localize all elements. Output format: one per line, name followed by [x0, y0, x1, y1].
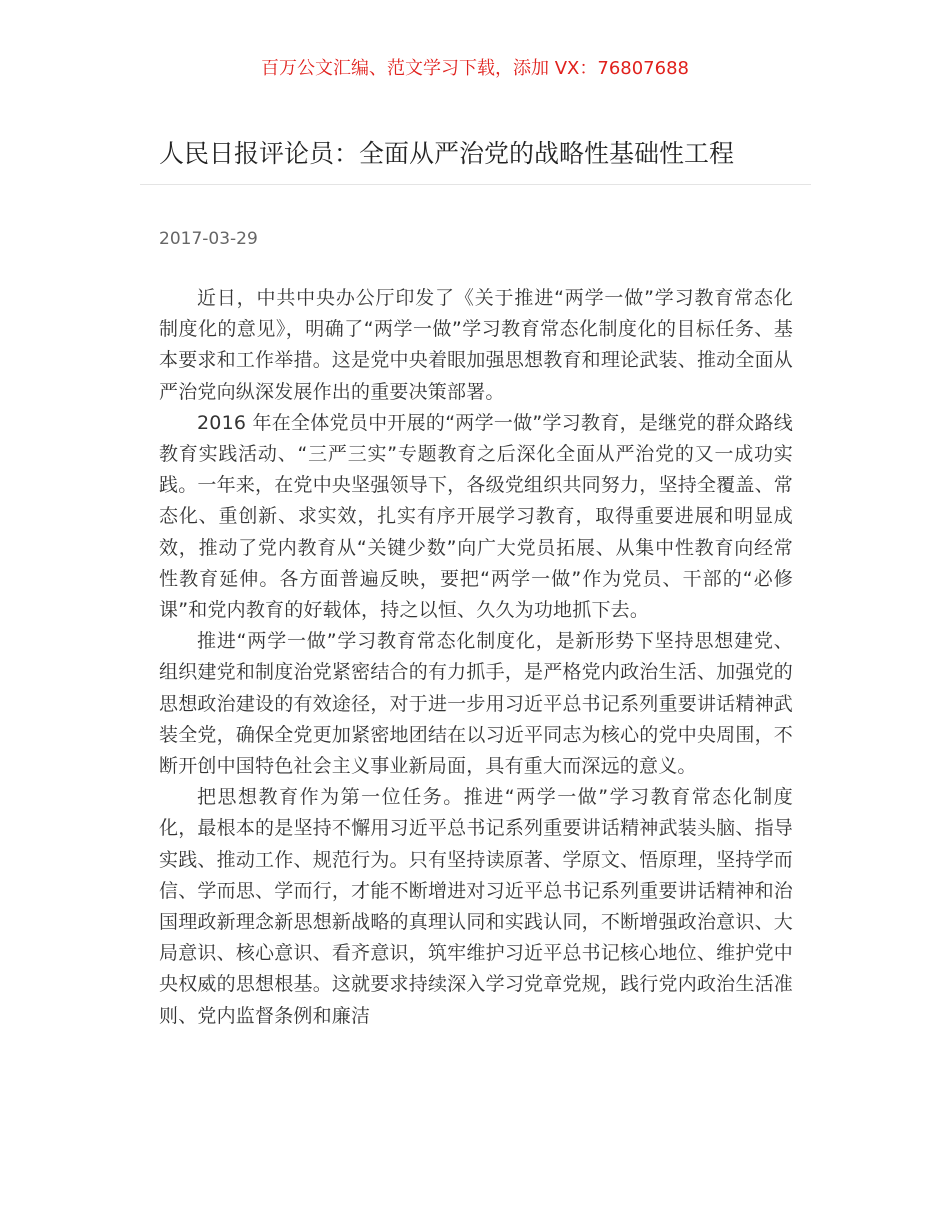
paragraph: 把思想教育作为第一位任务。推进“两学一做”学习教育常态化制度化，最根本的是坚持不懈用习近平总书记系列重要讲话精神武装头脑、指导实践、推动工作、规范行为。只有坚持读原著、学原文、悟原理，坚持学而信、学而思、学而行，才能不断增进对习近平总书记系列重要讲话精神和治国理政新理念新思想新战略的真理认同和实践认同，不断增强政治意识、大局意识、核心意识、看齐意识，筑牢维护习近平总书记核心地位、维护党中央权威的思想根基。这就要求持续深入学习党章党规，践行党内政治生活准则、党内监督条例和廉洁	[159, 786, 793, 1027]
paragraph: 推进“两学一做”学习教育常态化制度化，是新形势下坚持思想建党、组织建党和制度治党紧密结合的有力抓手，是严格党内政治生活、加强党的思想政治建设的有效途径，对于进一步用习近平总书记系列重要讲话精神武装全党，确保全党更加紧密地团结在以习近平同志为核心的党中央周围，不断开创中国特色社会主义事业新局面，具有重大而深远的意义。	[159, 630, 793, 778]
paragraph: 近日，中共中央办公厅印发了《关于推进“两学一做”学习教育常态化制度化的意见》，明确了“两学一做”学习教育常态化制度化的目标任务、基本要求和工作举措。这是党中央着眼加强思想教育和理论武装、推动全面从严治党向纵深发展作出的重要决策部署。	[159, 287, 793, 403]
article-body	[159, 283, 793, 1032]
title-divider	[140, 184, 811, 185]
promo-banner: 百万公文汇编、范文学习下载，添加 VX：76807688	[261, 58, 689, 79]
paragraph: 2016 年在全体党员中开展的“两学一做”学习教育，是继党的群众路线教育实践活动、“三严三实”专题教育之后深化全面从严治党的又一成功实践。一年来，在党中央坚强领导下，各级党组织共同努力，坚持全覆盖、常态化、重创新、求实效，扎实有序开展学习教育，取得重要进展和明显成效，推动了党内教育从“关键少数”向广大党员拓展、从集中性教育向经常性教育延伸。各方面普遍反映，要把“两学一做”作为党员、干部的“必修课”和党内教育的好载体，持之以恒、久久为功地抓下去。	[159, 411, 793, 622]
article-title: 人民日报评论员：全面从严治党的战略性基础性工程	[159, 139, 735, 168]
publish-date: 2017-03-29	[159, 229, 258, 249]
